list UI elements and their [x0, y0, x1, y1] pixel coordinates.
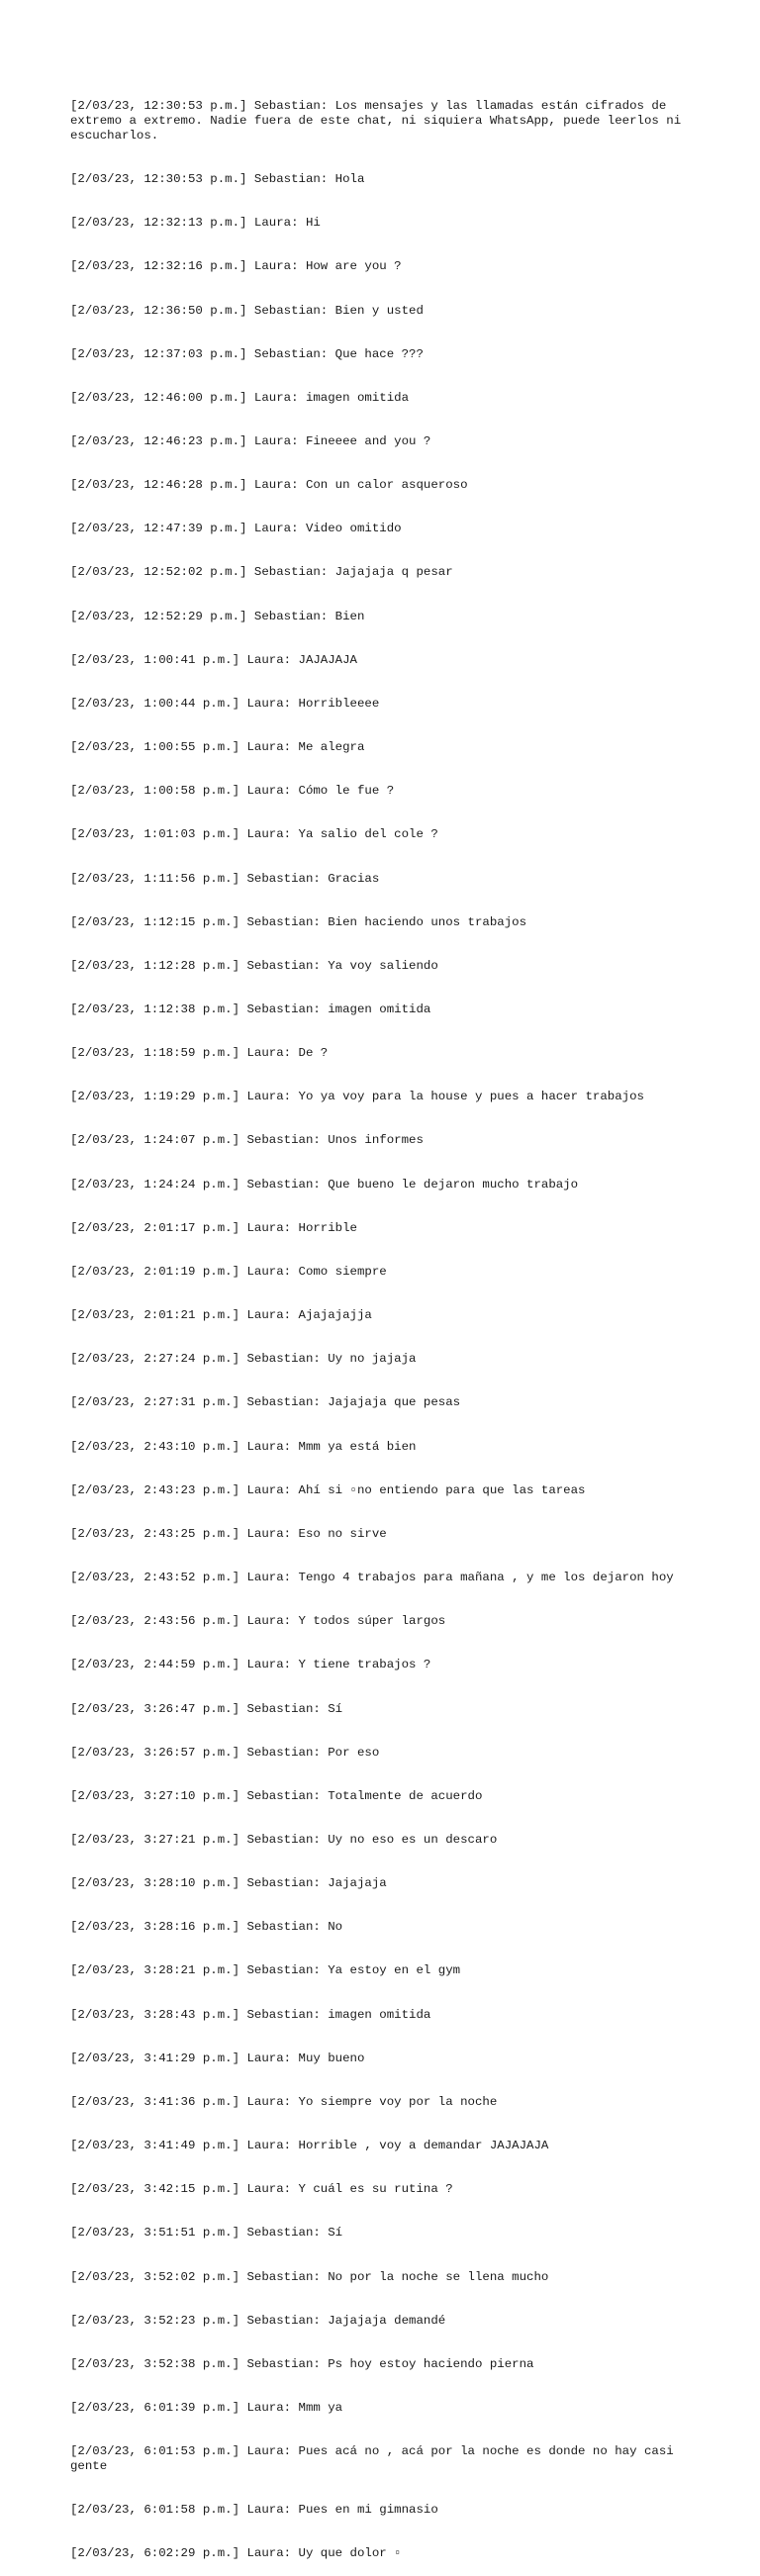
chat-line: [2/03/23, 3:52:38 p.m.] Sebastian: Ps hoy estoy haciendo pierna [70, 2356, 534, 2371]
chat-line: [2/03/23, 12:30:53 p.m.] Sebastian: Hola [70, 172, 365, 187]
chat-line: [2/03/23, 2:43:10 p.m.] Laura: Mmm ya está bien [70, 1439, 417, 1454]
chat-transcript [70, 70, 704, 2576]
chat-line: [2/03/23, 1:18:59 p.m.] Laura: De ? [70, 1046, 329, 1061]
chat-line: [2/03/23, 3:41:29 p.m.] Laura: Muy bueno [70, 2051, 365, 2065]
chat-line: [2/03/23, 12:46:28 p.m.] Laura: Con un calor asqueroso [70, 478, 468, 493]
chat-line: [2/03/23, 3:28:10 p.m.] Sebastian: Jajajaja [70, 1876, 387, 1891]
chat-line: [2/03/23, 12:32:16 p.m.] Laura: How are you ? [70, 259, 402, 274]
chat-line: [2/03/23, 3:41:36 p.m.] Laura: Yo siempre voy por la noche [70, 2094, 498, 2109]
chat-line: [2/03/23, 6:01:53 p.m.] Laura: Pues acá no , acá por la noche es donde no hay casi gente [70, 2444, 682, 2473]
chat-line: [2/03/23, 3:41:49 p.m.] Laura: Horrible , voy a demandar JAJAJAJA [70, 2139, 549, 2153]
chat-line: [2/03/23, 2:43:56 p.m.] Laura: Y todos súper largos [70, 1614, 446, 1629]
chat-line: [2/03/23, 2:01:19 p.m.] Laura: Como siempre [70, 1264, 387, 1279]
chat-line: [2/03/23, 12:46:23 p.m.] Laura: Fineeee and you ? [70, 433, 431, 448]
chat-line: [2/03/23, 2:43:23 p.m.] Laura: Ahí si ▫no entiendo para que las tareas [70, 1482, 586, 1497]
chat-line: [2/03/23, 2:01:17 p.m.] Laura: Horrible [70, 1220, 357, 1235]
chat-line: [2/03/23, 12:32:13 p.m.] Laura: Hi [70, 216, 321, 231]
chat-line: [2/03/23, 12:36:50 p.m.] Sebastian: Bien y usted [70, 303, 424, 318]
chat-line: [2/03/23, 2:44:59 p.m.] Laura: Y tiene trabajos ? [70, 1658, 431, 1672]
chat-line: [2/03/23, 1:00:41 p.m.] Laura: JAJAJAJA [70, 652, 357, 667]
chat-line: [2/03/23, 3:52:02 p.m.] Sebastian: No por la noche se llena mucho [70, 2269, 549, 2284]
chat-line: [2/03/23, 3:52:23 p.m.] Sebastian: Jajajaja demandé [70, 2313, 446, 2328]
chat-line: [2/03/23, 2:27:31 p.m.] Sebastian: Jajajaja que pesas [70, 1395, 461, 1410]
chat-line: [2/03/23, 3:26:57 p.m.] Sebastian: Por eso [70, 1745, 380, 1760]
chat-line: [2/03/23, 2:01:21 p.m.] Laura: Ajajajajja [70, 1308, 372, 1323]
chat-line: [2/03/23, 12:52:02 p.m.] Sebastian: Jajajaja q pesar [70, 565, 453, 580]
chat-line: [2/03/23, 3:28:43 p.m.] Sebastian: imagen omitida [70, 2007, 431, 2022]
chat-line: [2/03/23, 2:43:25 p.m.] Laura: Eso no sirve [70, 1526, 387, 1541]
chat-line: [2/03/23, 1:00:44 p.m.] Laura: Horribleeee [70, 696, 380, 711]
chat-line: [2/03/23, 6:02:29 p.m.] Laura: Uy que dolor ▫ [70, 2546, 402, 2561]
chat-line: [2/03/23, 1:19:29 p.m.] Laura: Yo ya voy para la house y pues a hacer trabajos [70, 1090, 644, 1104]
chat-line: [2/03/23, 1:12:38 p.m.] Sebastian: imagen omitida [70, 1002, 431, 1016]
chat-line: [2/03/23, 6:01:39 p.m.] Laura: Mmm ya [70, 2401, 343, 2415]
chat-line: [2/03/23, 1:24:07 p.m.] Sebastian: Unos informes [70, 1133, 424, 1148]
chat-line: [2/03/23, 3:27:21 p.m.] Sebastian: Uy no eso es un descaro [70, 1832, 498, 1847]
chat-line: [2/03/23, 12:30:53 p.m.] Sebastian: Los mensajes y las llamadas están cifrados de extremo a extremo. Nadie fuera de este chat, ni siquiera WhatsApp, puede leerlos ni escucharlos. [70, 99, 689, 143]
chat-line: [2/03/23, 3:27:10 p.m.] Sebastian: Totalmente de acuerdo [70, 1788, 483, 1803]
chat-line: [2/03/23, 12:52:29 p.m.] Sebastian: Bien [70, 609, 365, 623]
chat-line: [2/03/23, 1:12:15 p.m.] Sebastian: Bien haciendo unos trabajos [70, 914, 527, 929]
chat-line: [2/03/23, 12:46:00 p.m.] Laura: imagen omitida [70, 390, 410, 405]
chat-line: [2/03/23, 3:26:47 p.m.] Sebastian: Sí [70, 1701, 343, 1716]
chat-line: [2/03/23, 6:01:58 p.m.] Laura: Pues en mi gimnasio [70, 2503, 438, 2518]
chat-line: [2/03/23, 2:27:24 p.m.] Sebastian: Uy no jajaja [70, 1352, 417, 1367]
chat-line: [2/03/23, 1:24:24 p.m.] Sebastian: Que bueno le dejaron mucho trabajo [70, 1177, 579, 1192]
chat-line: [2/03/23, 12:37:03 p.m.] Sebastian: Que hace ??? [70, 346, 424, 361]
chat-line: [2/03/23, 1:00:58 p.m.] Laura: Cómo le fue ? [70, 784, 395, 799]
chat-line: [2/03/23, 1:12:28 p.m.] Sebastian: Ya voy saliendo [70, 958, 438, 973]
chat-line: [2/03/23, 3:51:51 p.m.] Sebastian: Sí [70, 2226, 343, 2241]
chat-line: [2/03/23, 3:28:16 p.m.] Sebastian: No [70, 1920, 343, 1935]
chat-line: [2/03/23, 1:01:03 p.m.] Laura: Ya salio del cole ? [70, 827, 438, 842]
chat-line: [2/03/23, 2:43:52 p.m.] Laura: Tengo 4 trabajos para mañana , y me los dejaron hoy [70, 1571, 674, 1585]
chat-line: [2/03/23, 1:11:56 p.m.] Sebastian: Gracias [70, 871, 380, 886]
chat-line: [2/03/23, 3:42:15 p.m.] Laura: Y cuál es su rutina ? [70, 2182, 453, 2197]
chat-line: [2/03/23, 3:28:21 p.m.] Sebastian: Ya estoy en el gym [70, 1963, 461, 1978]
chat-line: [2/03/23, 12:47:39 p.m.] Laura: Video omitido [70, 522, 402, 536]
chat-line: [2/03/23, 1:00:55 p.m.] Laura: Me alegra [70, 740, 365, 755]
